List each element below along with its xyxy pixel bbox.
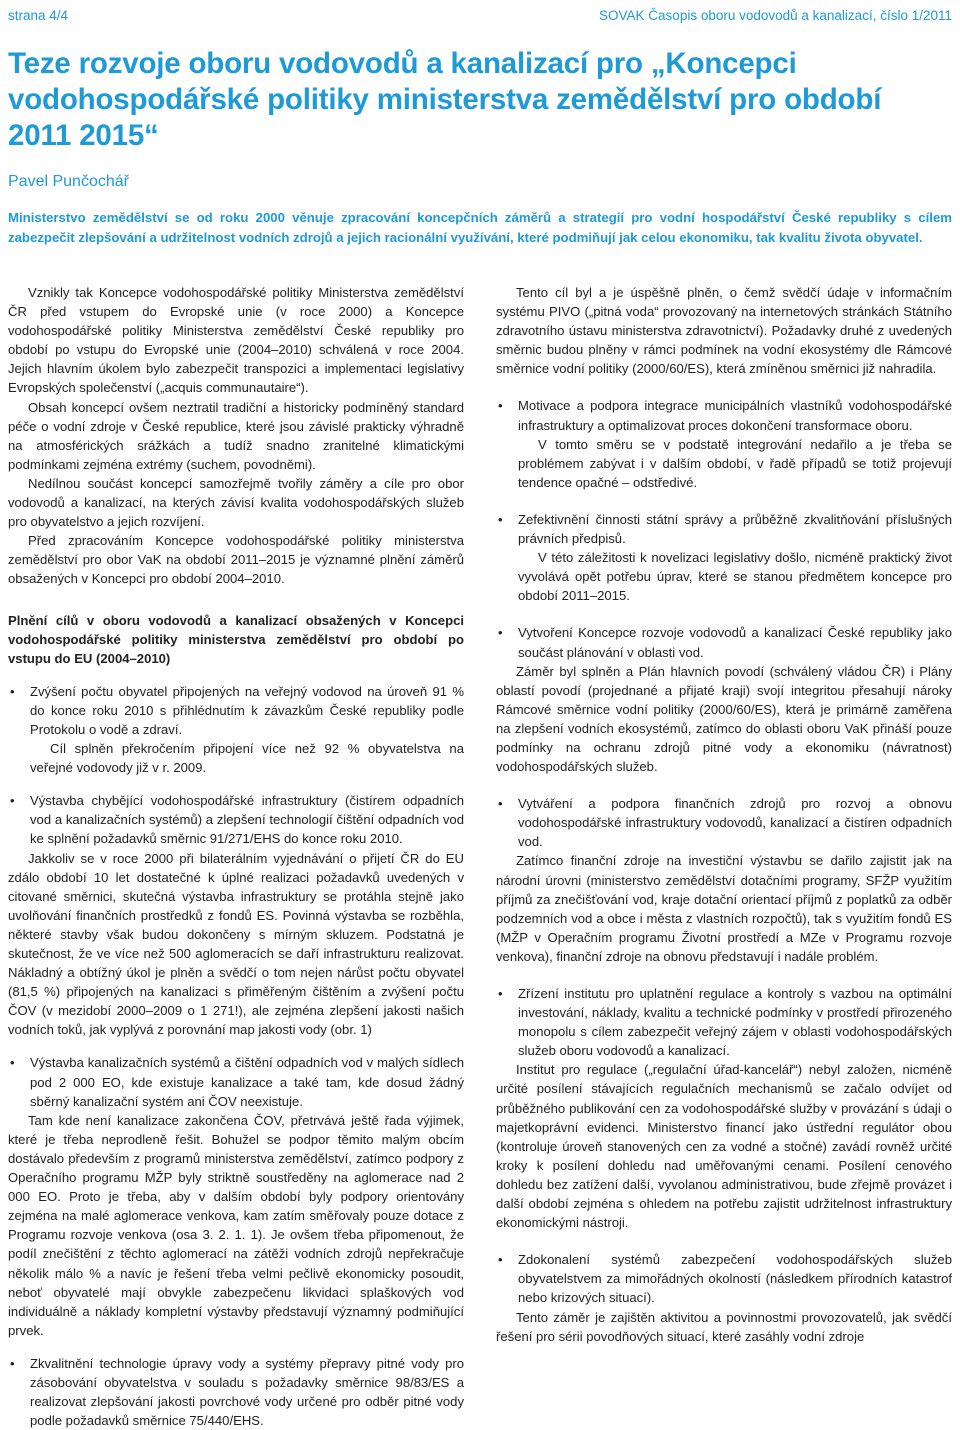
list-item	[8, 682, 464, 777]
bullet-icon: •	[498, 511, 503, 527]
paragraph: Tento cíl byl a je úspěšně plněn, o čemž svědčí údaje v informačním systému PIVO („pitná voda“ provozovaný na internetových stránkách Státního zdravotního ústavu ministerstva zdravotnictví). Požadavky druhé z uvedených směrnic budou plněny v rámci podmínek na vodní ekosystémy dle Rámcové směrnice vodní politiky (2000/60/ES), která zmíněnou směrnici již nahradila.	[496, 285, 952, 377]
bullet-icon: •	[498, 986, 503, 1001]
bullet-icon: •	[498, 398, 503, 414]
page-number: strana 4/4	[8, 8, 69, 23]
left-column	[8, 283, 464, 1430]
paragraph: V tomto směru se v podstatě integrování nedařilo a je třeba se problémem zabývat i v dalším období, v řadě případů se totiž projevují tendence opačné – odstředivé.	[518, 436, 952, 490]
paragraph: Cíl splněn překročením připojení více než 92 % obyvatelstva na veřejné vodovody již v r. 2009.	[30, 741, 464, 776]
bullet-text: Vytvoření Koncepce rozvoje vodovodů a kanalizací České republiky jako součást plánování v oblasti vod.	[518, 625, 952, 660]
paragraph: V této záležitosti k novelizaci legislativy došlo, nicméně praktický život vyvolává opět potřebu úprav, které se stanou předmětem koncepce pro období 2011–2015.	[518, 550, 952, 604]
page-header	[8, 8, 952, 26]
list-item	[496, 623, 952, 661]
list-item	[496, 1250, 952, 1307]
paragraph: Institut pro regulace („regulační úřad-kancelář“) nebyl založen, nicméně určité posílení stávajících regulačních mechanismů se začalo odvíjet od průběžného publikování cen za vodohospodářské služby v provázání s údaji o majetkoprávní evidenci. Ministerstvo financí jako ústřední regulátor obou (kontroluje úroveň stanovených cen za vodné a stočné) zavádí rovněž určité kroky k posílení dohledu nad uměřovanými cenami. Posílení cenového dohledu bez zatížení další, vyvolanou administrativou, bude zřejmě provázet i další období zejména s ohledem na potřebu zajistit udržitelnost infrastruktury ekonomickými nástroji.	[496, 1062, 952, 1231]
bullet-text: Zefektivnění činnosti státní správy a průběžně zkvalitňování příslušných právních předpisů.	[518, 511, 952, 547]
list-item	[496, 396, 952, 491]
paragraph: Před zpracováním Koncepce vodohospodářské politiky ministerstva zemědělství pro obor VaK na období 2011–2015 je významné plnění záměrů obsažených v Koncepci pro období 2004–2010.	[8, 533, 464, 587]
bullet-icon: •	[498, 1252, 503, 1268]
paragraph: Vznikly tak Koncepce vodohospodářské politiky Ministerstva zemědělství ČR před vstupem do Evropské unie (v roce 2000) a Koncepce vodohospodářské politiky Ministerstva zemědělství České republiky pro období po vstupu do Evropské unie (2004–2010) schválená v roce 2004. Jejich hlavním úkolem bylo zabezpečit transpozici a implementaci legislativy Evropských společenství („acquis communautaire“).	[8, 285, 464, 396]
list-item	[496, 510, 952, 605]
paragraph: Nedílnou součást koncepcí samozřejmě tvořily záměry a cíle pro obor vodovodů a kanalizací, na kterých závisí kvalita vodohospodářských služeb pro obyvatelstvo a jejich rozvíjení.	[8, 475, 464, 530]
bullet-icon: •	[10, 683, 15, 699]
bullet-text: Výstavba kanalizačních systémů a čištění odpadních vod v malých sídlech pod 2 000 EO, kde existuje kanalizace a také tam, kde dosud žádný sběrný kanalizační systém ani ČOV neexistuje.	[30, 1055, 464, 1109]
bullet-text: Zvýšení počtu obyvatel připojených na veřejný vodovod na úroveň 91 % do konce roku 2010 s přihlédnutím k závazkům České republiky podle Protokolu o vodě a zdraví.	[30, 683, 464, 737]
right-column	[496, 283, 952, 1346]
article-author: Pavel Punčochář	[8, 173, 129, 190]
paragraph: Tam kde není kanalizace zakončena ČOV, přetrvává ještě řada výjimek, které je třeba neprodleně řešit. Bohužel se podpor těmito malým obcím dostávalo především z programů ministerstva zemědělství, zatímco podpory z Operačního programu MŽP byly striktně soustředěny na aglomerace nad 2 000 EO. Proto je třeba, aby v dalším období byly podpory orientovány zejména na malé aglomerace venkova, kam zatím směřovaly pouze dotace z Programu rozvoje venkova (osa 3. 2. 1. 1). Je ovšem třeba připomenout, že podíl znečištění z těchto aglomerací na zátěži vodních zdrojů nepřekračuje několik málo % a navíc je řešení třeba velmi pečlivě ekonomicky posoudit, neboť obyvatelé mají obvykle zabezpečenu likvidaci splaškových vod individuálně a náklady kompletní výstavby představují významný podmiňující prvek.	[8, 1112, 464, 1338]
paragraph: Obsah koncepcí ovšem neztratil tradiční a historicky podmíněný standard péče o vodní zdroje v České republice, které jsou závislé prakticky výhradně na atmosférických srážkách a tudíž snadno zranitelné klimatickými podmínkami zejména extrémy (suchem, povodněmi).	[8, 399, 464, 472]
journal-name: SOVAK Časopis oboru vodovodů a kanalizací, číslo 1/2011	[599, 8, 952, 23]
bullet-icon: •	[10, 1055, 15, 1071]
list-item	[496, 794, 952, 851]
paragraph: Zatímco finanční zdroje na investiční výstavbu se dařilo zajistit jak na národní úrovni (ministerstvo zemědělství dotačními programy, SFŽP využitím příjmů za znečišťování vod, kraje dotační orientací příjmů z poplatků za odběr podzemních vod a obce i města z vlastních rozpočtů), tak s využitím fondů ES (MŽP v Operačním programu Životní prostředí a MZe v Programu rozvoje venkova), finanční zdroje na obnovu představují i nadále problém.	[496, 853, 952, 964]
list-item	[8, 1053, 464, 1110]
list-item	[8, 1354, 464, 1430]
bullet-icon: •	[498, 796, 503, 812]
bullet-text: Zřízení institutu pro uplatnění regulace a kontroly s vazbou na optimální investování, náklady, kvalitu a technické podmínky v prostředí přirozeného monopolu s cílem zabezpečit veřejný zájem v oblasti vodohospodářských služeb oboru vodovodů a kanalizací.	[518, 986, 952, 1059]
bullet-icon: •	[10, 793, 15, 809]
paragraph: Jakkoliv se v roce 2000 při bilaterálním vyjednávání o přijetí ČR do EU zdálo období 10 let dostatečné k úplné realizaci požadavků uvedených v citované směrnici, skutečná výstavba infrastruktury se protáhla stejně jako uvolňování finančních prostředků z fondů ES. Povinná výstavba se rozběhla, některé stavby však budou dokončeny s mírným skluzem. Podstatná je skutečnost, že ve více než 500 aglomeracích se daří infrastrukturu realizovat. Nákladný a obtížný úkol je plněn a svědčí o tom nejen nárůst počtu obyvatel (81,5 %) připojených na kanalizaci s přiměřeným čištěním a zvýšení počtu ČOV (v mezidobí 2000–2009 o 1 271!), ale zejména zlepšení jakosti našich vodních toků, jak vyplývá z porovnání map jakosti vody (obr. 1)	[8, 850, 464, 1038]
list-item	[496, 984, 952, 1060]
bullet-text: Motivace a podpora integrace municipálních vlastníků vodohospodářské infrastruktury a optimalizovat proces dokončení transformace oboru.	[518, 398, 952, 433]
bullet-icon: •	[498, 625, 503, 641]
bullet-text: Zkvalitnění technologie úpravy vody a systémy přepravy pitné vody pro zásobování obyvatelstva v souladu s požadavky směrnice 98/83/ES a realizovat zlepšování jakosti povrchové vody určené pro odběr pitné vody podle požadavků směrnice 75/440/EHS.	[30, 1355, 464, 1429]
list-item	[8, 791, 464, 848]
article-title: Teze rozvoje oboru vodovodů a kanalizací pro „Koncepci vodohospodářské politiky ministerstva zemědělství pro období 2011 2015“	[8, 47, 882, 152]
bullet-text: Vytváření a podpora finančních zdrojů pro rozvoj a obnovu vodohospodářské infrastruktury vodovodů, kanalizací a čistíren odpadních vod.	[518, 796, 952, 850]
paragraph: Tento záměr je zajištěn aktivitou a povinnostmi provozovatelů, jak svědčí řešení pro sérii povodňových situací, které zasáhly vodní zdroje	[496, 1309, 952, 1344]
bullet-icon: •	[10, 1355, 15, 1371]
bullet-text: Výstavba chybějící vodohospodářské infrastruktury (čistírem odpadních vod a kanalizačních systémů) a zlepšení technologií čištění odpadních vod ke splnění požadavků směrnic 91/271/EHS do konce roku 2010.	[30, 793, 464, 847]
article-abstract: Ministerstvo zemědělství se od roku 2000 věnuje zpracování koncepčních záměrů a strategií pro vodní hospodářství České republiky s cílem zabezpečit zlepšování a udržitelnost vodních zdrojů a jejich racionální využívání, které podmiňují jak celou ekonomiku, tak kvalitu života obyvatel.	[8, 210, 952, 245]
section-heading: Plnění cílů v oboru vodovodů a kanalizací obsažených v Koncepci vodohospodářské politiky ministerstva zemědělství pro období po vstupu do EU (2004–2010)	[8, 612, 464, 666]
bullet-text: Zdokonalení systémů zabezpečení vodohospodářských služeb obyvatelstvem za mimořádných okolností (následkem přírodních katastrof nebo krizových situací).	[518, 1252, 952, 1306]
paragraph: Záměr byl splněn a Plán hlavních povodí (schválený vládou ČR) i Plány oblastí povodí (projednané a přijaté kraji) svojí integritou přesahují nároky Rámcové směrnice vodní politiky (2000/60/ES), která je primárně zaměřena na zlepšení vodních ekosystémů, zatímco do oblasti oboru VaK přináší pouze podmínky na ochranu zdrojů pitné vody a ekonomiku (návratnost) vodohospodářských služeb.	[496, 663, 952, 775]
